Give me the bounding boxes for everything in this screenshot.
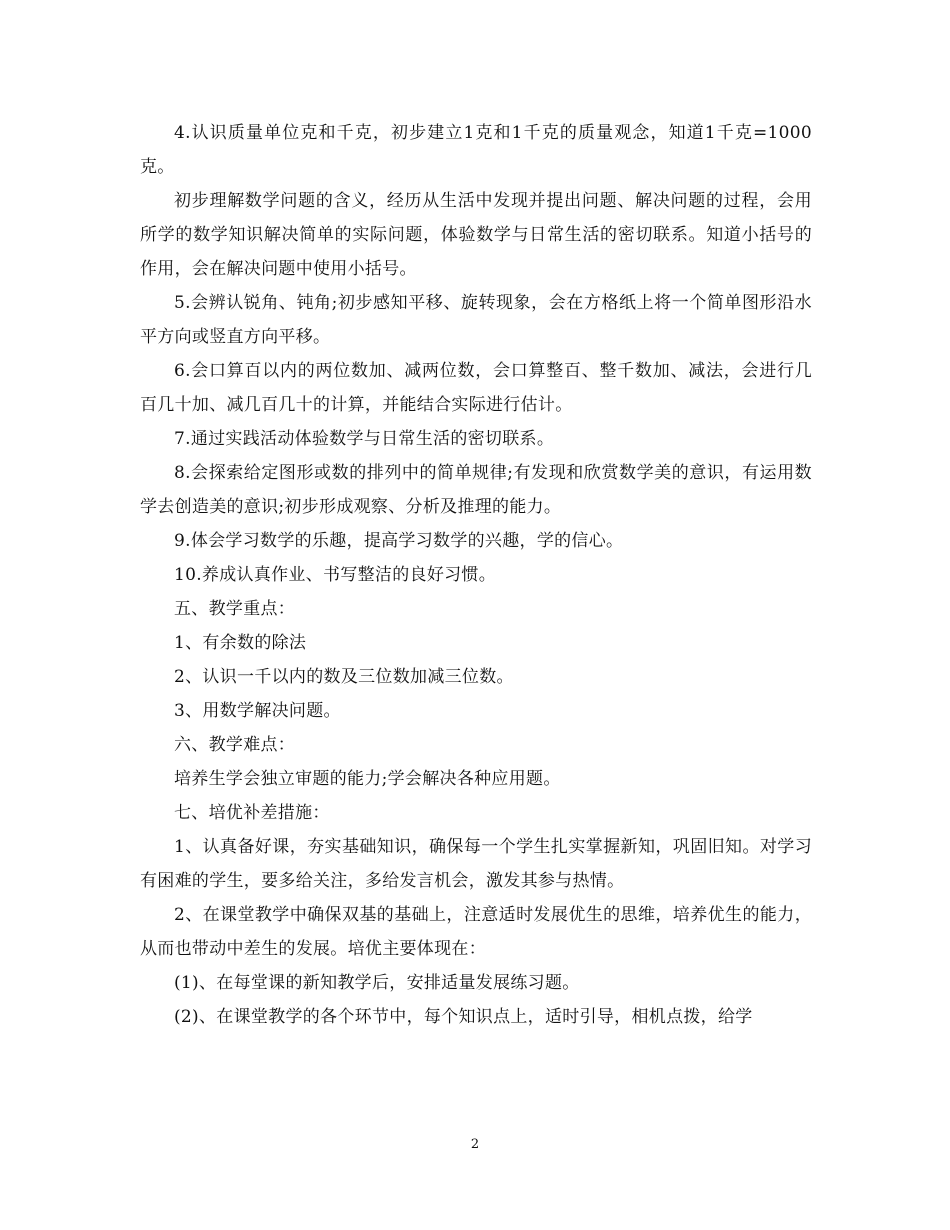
list-item: (1)、在每堂课的新知教学后，安排适量发展练习题。: [174, 973, 580, 993]
paragraph: 4.认识质量单位克和千克，初步建立1克和1千克的质量观念，知道1千克=1000克。: [140, 123, 812, 177]
paragraph: 初步理解数学问题的含义，经历从生活中发现并提出问题、解决问题的过程，会用所学的数学知识解决简单的实际问题，体验数学与日常生活的密切联系。知道小括号的作用，会在解决问题中使用小括号。: [140, 191, 812, 279]
list-item: (2)、在课堂教学的各个环节中，每个知识点上，适时引导，相机点拨，给学: [174, 1007, 753, 1027]
document-body: [140, 116, 812, 1034]
list-item: 1、认真备好课，夯实基础知识，确保每一个学生扎实掌握新知，巩固旧知。对学习有困难的学生，要多给关注，多给发言机会，激发其参与热情。: [140, 837, 812, 891]
section-heading: 五、教学重点：: [174, 599, 296, 619]
list-item: 2、在课堂教学中确保双基的基础上，注意适时发展优生的思维，培养优生的能力，从而也带动中差生的发展。培优主要体现在：: [140, 905, 812, 959]
list-item: 1、有余数的除法: [174, 633, 307, 653]
paragraph: 10.养成认真作业、书写整洁的良好习惯。: [174, 565, 497, 585]
paragraph: 5.会辨认锐角、钝角;初步感知平移、旋转现象，会在方格纸上将一个简单图形沿水平方向或竖直方向平移。: [140, 293, 812, 347]
paragraph: 8.会探索给定图形或数的排列中的简单规律;有发现和欣赏数学美的意识，有运用数学去创造美的意识;初步形成观察、分析及推理的能力。: [140, 463, 812, 517]
paragraph: 培养生学会独立审题的能力;学会解决各种应用题。: [174, 769, 561, 789]
paragraph: 7.通过实践活动体验数学与日常生活的密切联系。: [174, 429, 555, 449]
page-number: 2: [470, 1137, 480, 1152]
list-item: 2、认识一千以内的数及三位数加减三位数。: [174, 667, 514, 687]
paragraph: 9.体会学习数学的乐趣，提高学习数学的兴趣，学的信心。: [174, 531, 624, 551]
section-heading: 六、教学难点：: [174, 735, 296, 755]
paragraph: 6.会口算百以内的两位数加、减两位数，会口算整百、整千数加、减法，会进行几百几十加、减几百几十的计算，并能结合实际进行估计。: [140, 361, 812, 415]
list-item: 3、用数学解决问题。: [174, 701, 341, 721]
section-heading: 七、培优补差措施：: [174, 803, 330, 823]
